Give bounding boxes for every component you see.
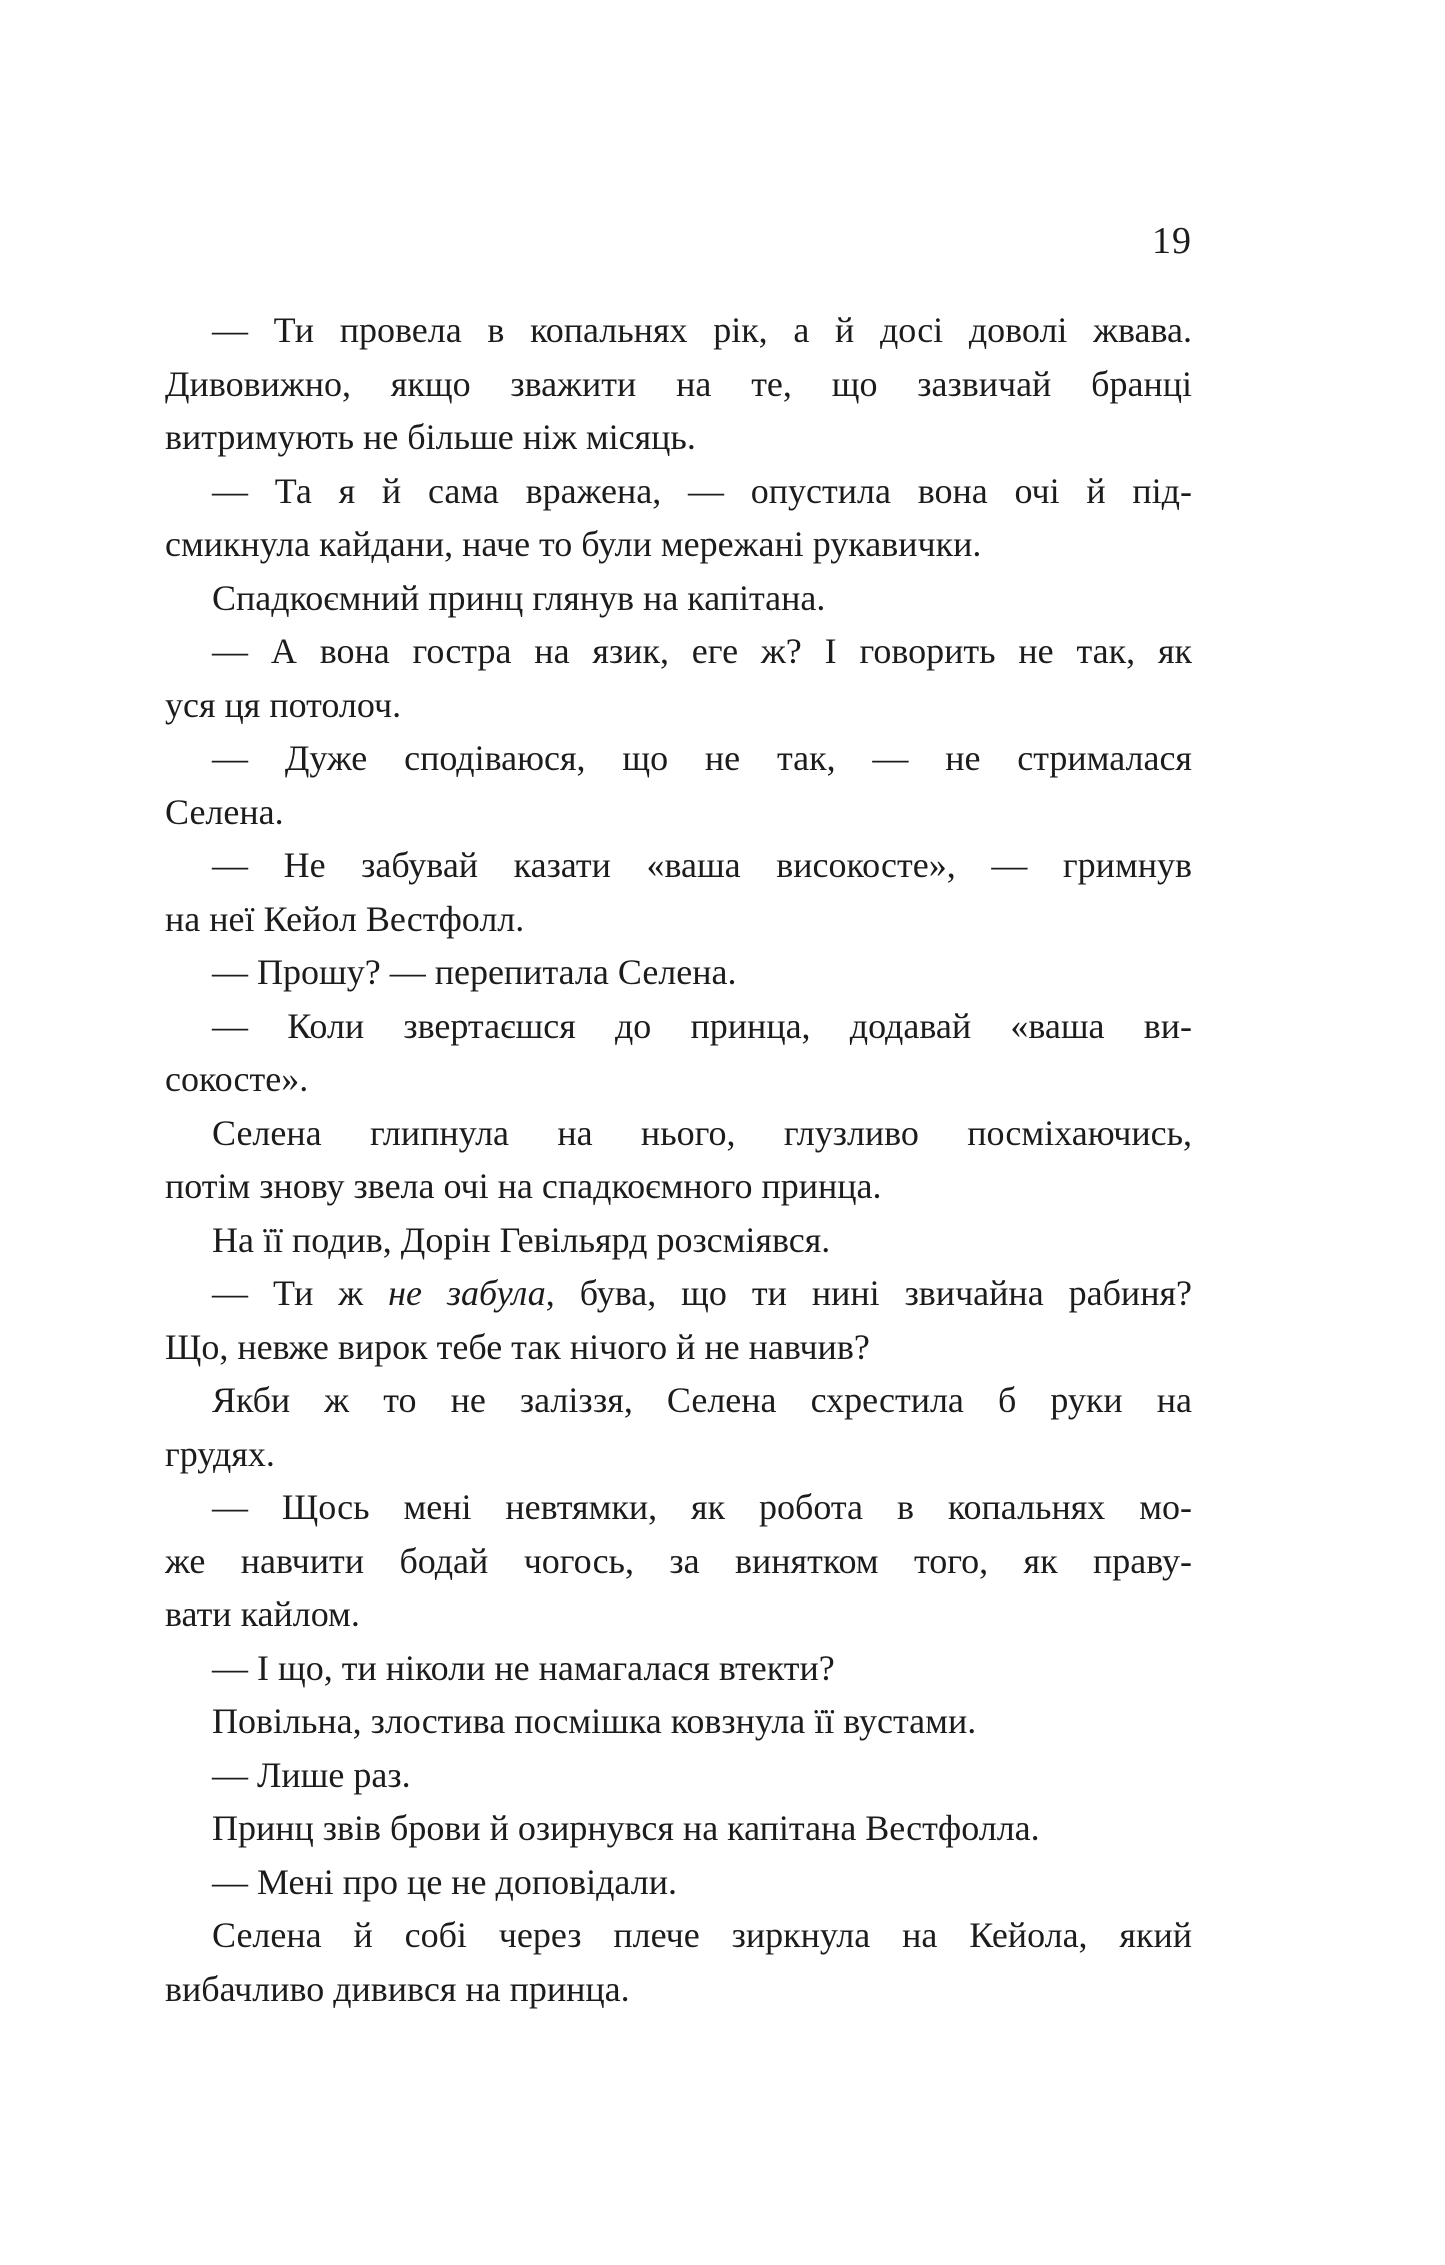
text-line: Селена й собі через плече зиркнула на Кейола, який [212,1915,1192,1955]
text-line: Дивовижно, якщо зважити на те, що зазвичай бранці [165,363,1192,404]
page-number: 19 [1152,220,1192,262]
paragraph [165,1749,1192,1803]
text-line: Що, невже вирок тебе так нічого й не навчив? [165,1326,870,1367]
paragraph [165,732,1192,839]
text-line: — Щось мені невтямки, як робота в копальнях мо- [212,1487,1192,1527]
text-line: вати кайлом. [165,1594,360,1634]
paragraph [165,1695,1192,1749]
text-line: Спадкоємний принц глянув на капітана. [212,577,826,618]
paragraph [165,1267,1192,1374]
text-line: — Та я й сама вражена, — опустила вона очі й під- [212,470,1192,511]
text-line: потім знову звела очі на спадкоємного принца. [165,1166,882,1206]
paragraph [165,1374,1192,1481]
text-line: грудях. [165,1433,275,1474]
text-line: на неї Кейол Вестфолл. [165,898,525,939]
text-line: Повільна, злостива посмішка ковзнула її вустами. [212,1701,977,1741]
text-line: — Не забувай казати «ваша високосте», — гримнув [212,845,1192,885]
text-line: же навчити бодай чогось, за винятком того, як праву- [165,1540,1192,1581]
paragraph [165,1802,1192,1856]
text-line: сокосте». [165,1059,309,1099]
text-line: витримують не більше ніж місяць. [165,417,696,457]
italic-text: не забула [388,1273,546,1313]
text-segment: — Ти ж [212,1273,389,1313]
text-line: Селена. [165,791,284,832]
text-line: смикнула кайдани, наче то були мережані рукавички. [165,524,982,564]
text-line: Якби ж то не заліззя, Селена схрестила б руки на [212,1380,1192,1420]
paragraph [165,625,1192,732]
paragraph [165,839,1192,946]
text-line [165,1267,1192,1321]
text-line: — Прошу? — перепитала Селена. [212,952,737,992]
text-line: — Мені про це не доповідали. [212,1861,677,1902]
text-line: — Лише раз. [212,1754,411,1795]
paragraph [165,1909,1192,2016]
paragraph [165,1481,1192,1642]
paragraph [165,572,1192,626]
text-block [165,304,1192,2016]
paragraph [165,1214,1192,1268]
paragraph [165,465,1192,572]
paragraph [165,1856,1192,1910]
text-line: вибачливо дивився на принца. [165,1968,630,2009]
text-line: На її подив, Дорін Гевільярд розсміявся. [212,1219,831,1260]
text-line: уся ця потолоч. [165,684,402,725]
text-line: — І що, ти ніколи не намагалася втекти? [212,1647,835,1688]
text-line: — Ти провела в копальнях рік, а й досі доволі жвава. [212,310,1192,350]
paragraph [165,946,1192,1000]
text-line: Принц звів брови й озирнувся на капітана Вестфолла. [212,1808,1040,1848]
text-line: — Дуже сподіваюся, що не так, — не стрималася [212,738,1192,778]
paragraph [165,304,1192,465]
paragraph [165,1642,1192,1696]
text-segment: , бува, що ти нині звичайна рабиня? [545,1273,1192,1313]
paragraph [165,1107,1192,1214]
paragraph [165,1000,1192,1107]
text-line: — А вона гостра на язик, еге ж? І говорить не так, як [212,631,1192,671]
text-line: Селена глипнула на нього, глузливо посміхаючись, [212,1112,1192,1153]
text-line: — Коли звертаєшся до принца, додавай «ваша ви- [212,1005,1192,1046]
